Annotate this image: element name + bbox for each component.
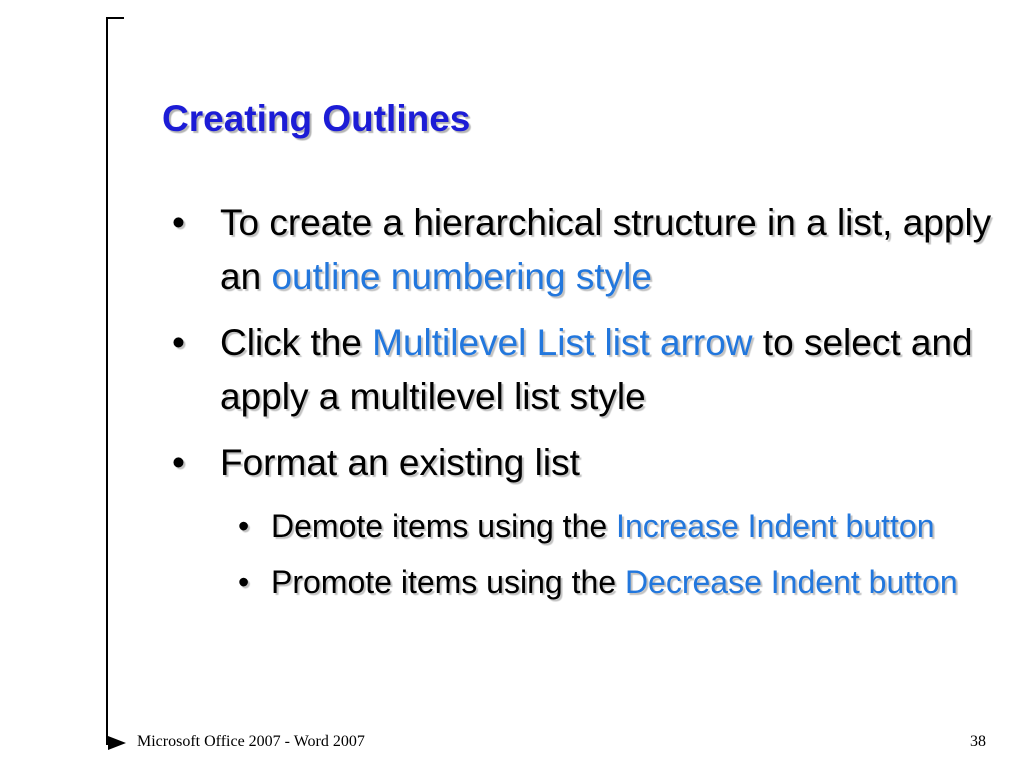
sub-bullet-item xyxy=(238,502,992,550)
highlighted-term: Decrease Indent button xyxy=(624,564,958,600)
bullet-marker: • xyxy=(172,322,185,363)
bullet-text: Click the xyxy=(220,322,373,363)
bullet-text: Promote items using the xyxy=(271,564,625,600)
bullet-item xyxy=(162,436,992,490)
bullet-item xyxy=(162,316,992,424)
bullet-text: To create a hierarchical structure in a list, apply an xyxy=(220,202,992,297)
bullet-text: Demote items using the xyxy=(271,508,617,544)
bullet-text: Format an existing list xyxy=(220,442,580,483)
bullet-marker: • xyxy=(172,202,185,243)
highlighted-term: Multilevel List list arrow xyxy=(372,322,753,363)
sub-bullet-item xyxy=(238,558,992,606)
bullet-item xyxy=(162,196,992,304)
slide-frame-left-line xyxy=(106,17,108,745)
bullet-marker: • xyxy=(172,442,185,483)
page-number: 38 xyxy=(970,733,986,750)
highlighted-term: Increase Indent button xyxy=(616,508,935,544)
bullet-list xyxy=(162,196,992,614)
bullet-marker: • xyxy=(238,508,250,544)
highlighted-term: outline numbering style xyxy=(271,256,652,297)
slide-frame-top-line xyxy=(106,17,124,19)
bullet-text: to select and apply a multilevel list style xyxy=(220,322,973,417)
footer-text: Microsoft Office 2007 - Word 2007 xyxy=(137,733,365,750)
bullet-marker: • xyxy=(238,564,250,600)
footer-arrow-icon xyxy=(108,736,126,750)
slide-title: Creating Outlines xyxy=(162,98,471,139)
